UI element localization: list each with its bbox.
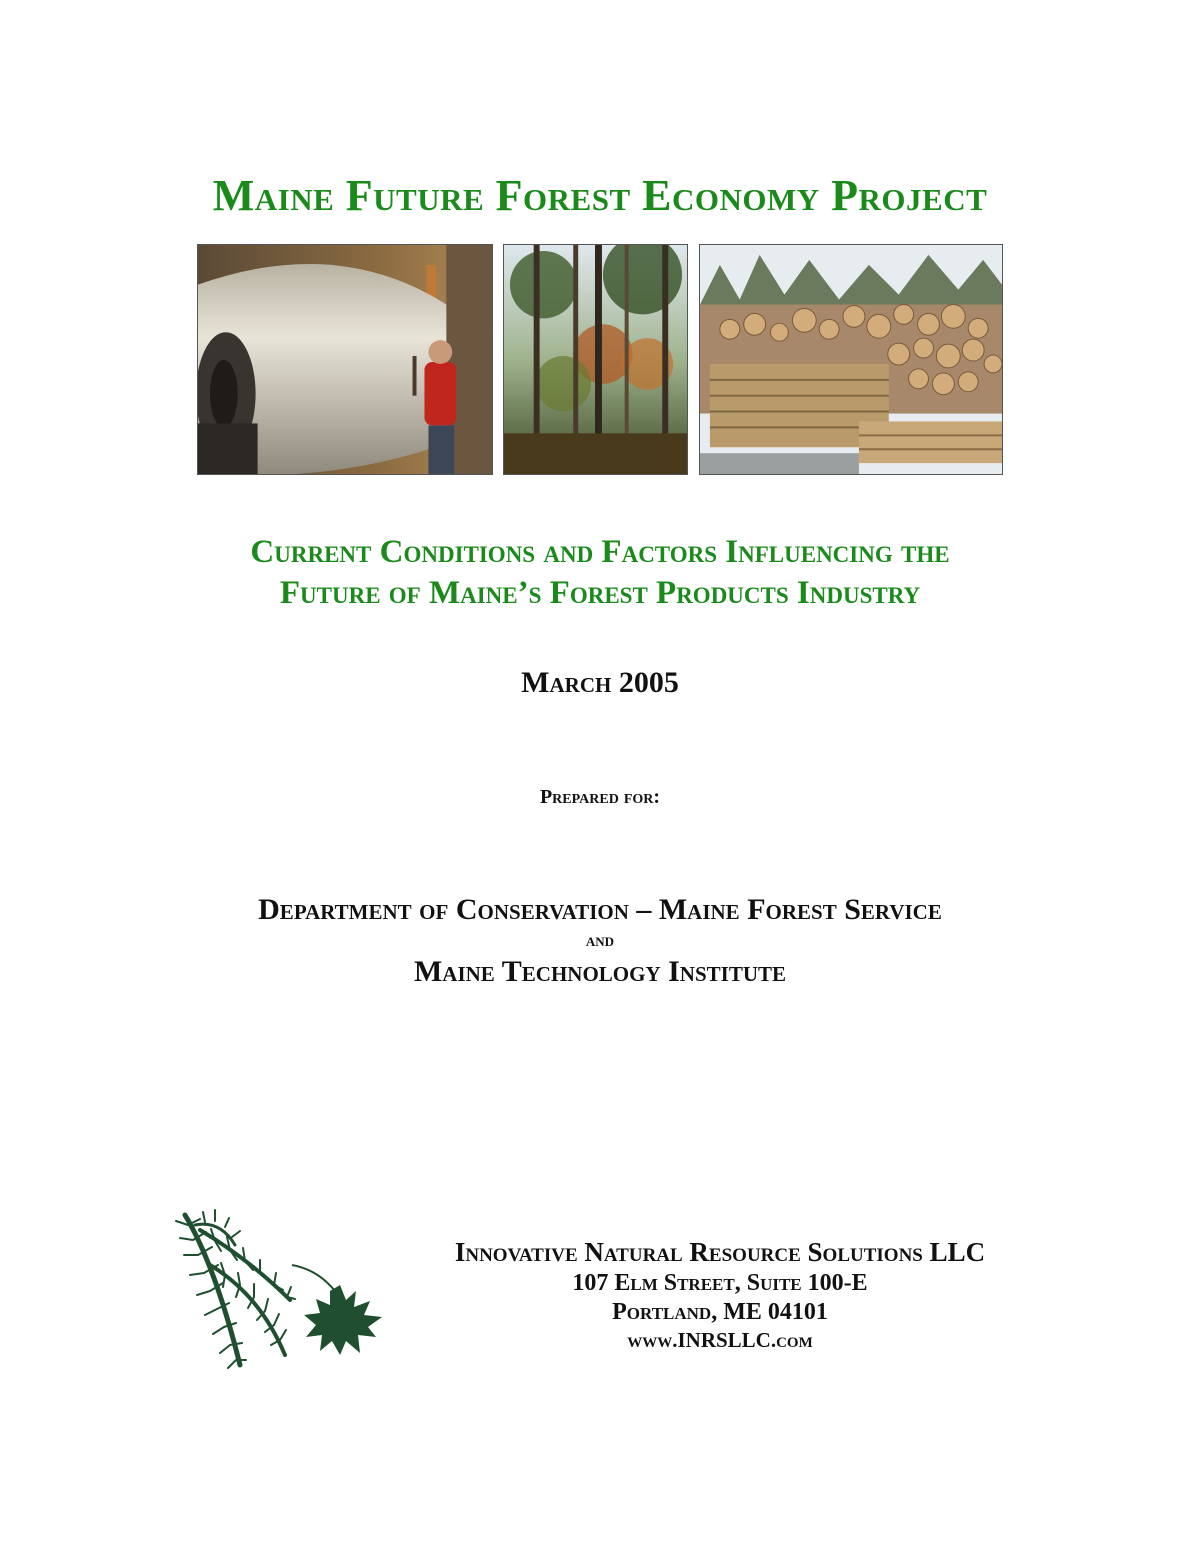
firm-address: 107 Elm Street, Suite 100-E	[572, 1270, 868, 1296]
forest-photo	[503, 244, 688, 475]
report-subtitle	[0, 532, 1200, 614]
client-line-1: Department of Conservation – Maine Forest Service	[258, 893, 942, 926]
spruce-branch-maple-leaf-logo	[170, 1205, 395, 1370]
subtitle-line-1: Current Conditions and Factors Influencing the	[250, 534, 950, 570]
firm-website-link[interactable]: www.INRSLLC.com	[627, 1328, 813, 1352]
firm-contact-block	[420, 1237, 1020, 1353]
client-and: and	[585, 930, 615, 951]
subtitle-line-2: Future of Maine’s Forest Products Industry	[279, 575, 921, 611]
prepared-for-label: Prepared for:	[539, 786, 661, 808]
log-pile-photo	[699, 244, 1003, 475]
firm-name: Innovative Natural Resource Solutions LLC	[454, 1237, 986, 1267]
client-line-2: Maine Technology Institute	[413, 955, 787, 988]
project-title: Maine Future Forest Economy Project	[212, 171, 988, 220]
report-date: March 2005	[521, 666, 679, 699]
firm-city: Portland, ME 04101	[612, 1299, 828, 1325]
paper-roll-photo	[197, 244, 493, 475]
